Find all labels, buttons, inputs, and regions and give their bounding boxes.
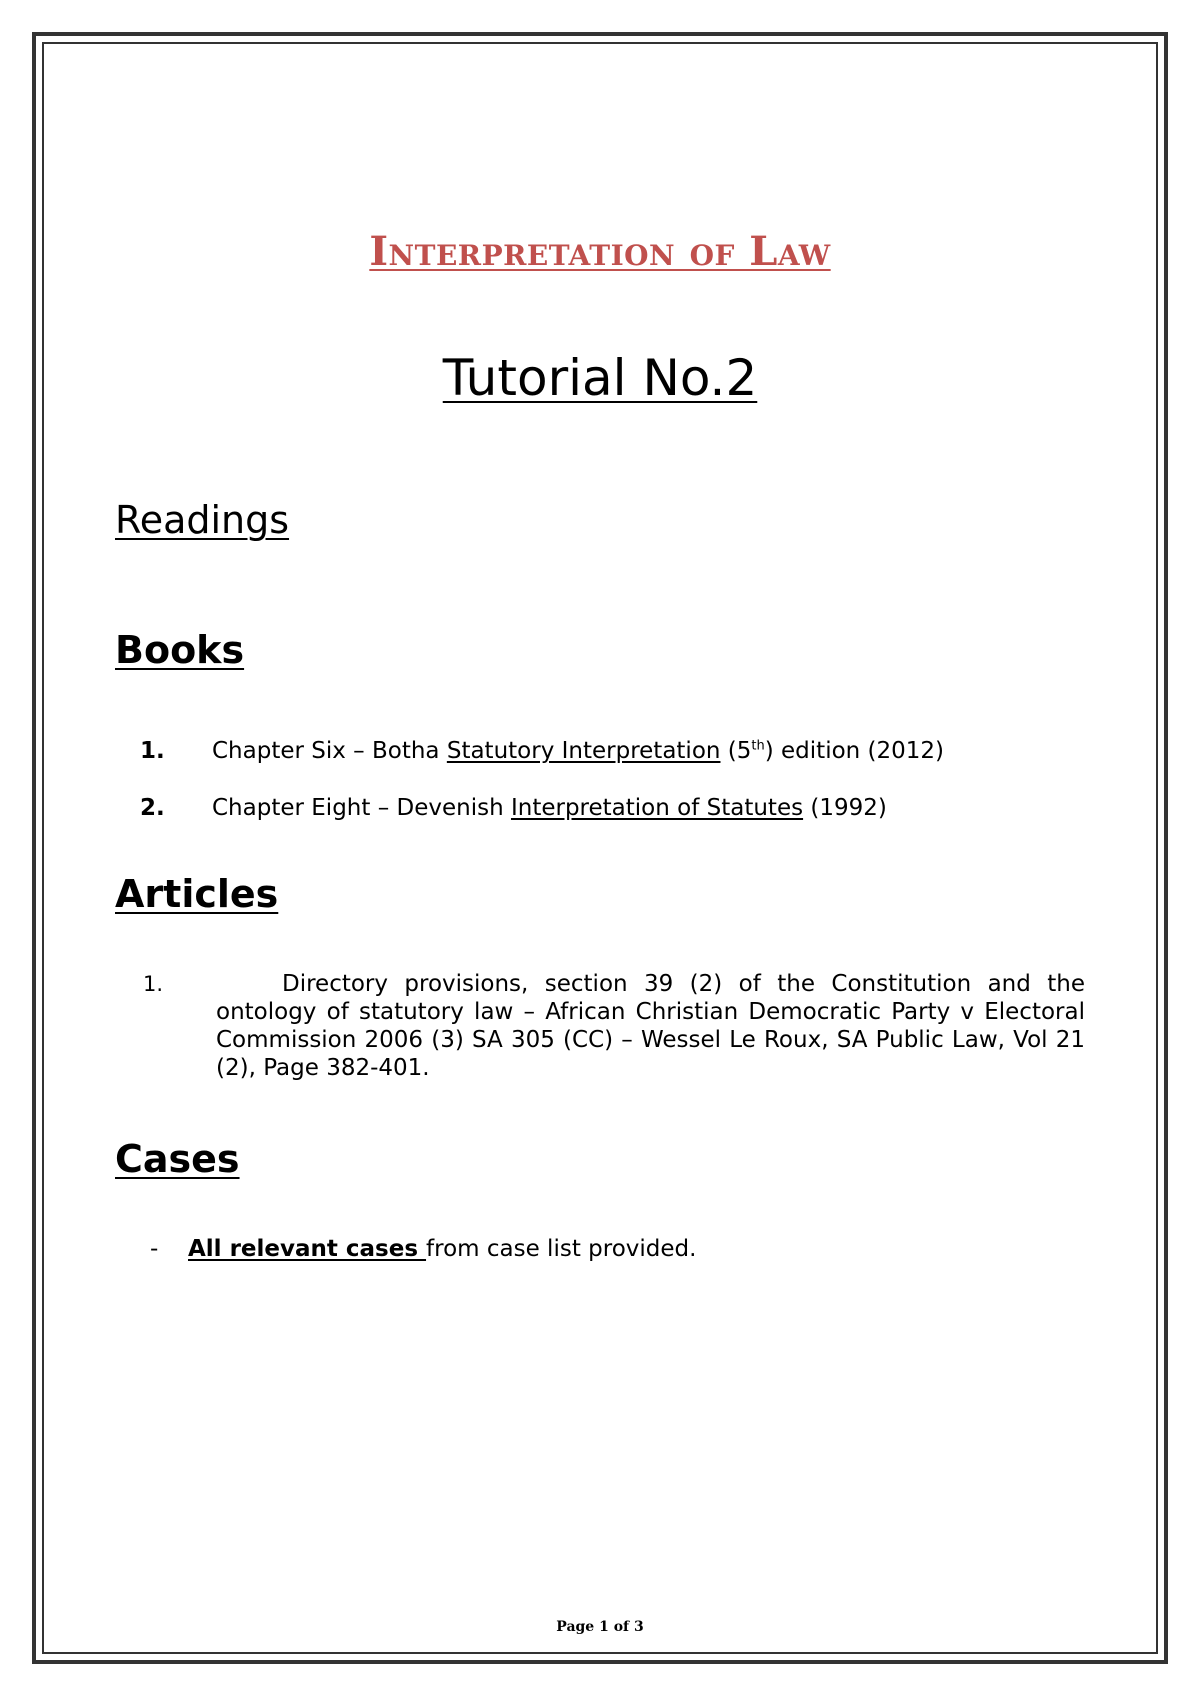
book-edition-superscript: th bbox=[751, 738, 765, 754]
article-item-number: 1. bbox=[143, 972, 164, 996]
document-subtitle bbox=[0, 348, 1200, 408]
case-item bbox=[150, 1234, 696, 1264]
document-title bbox=[0, 228, 1200, 275]
book-item-number: 1. bbox=[140, 738, 165, 764]
article-item bbox=[143, 970, 1085, 1082]
document-subtitle-text: Tutorial No.2 bbox=[442, 349, 758, 407]
book-item bbox=[140, 793, 887, 823]
article-item-text: Directory provisions, section 39 (2) of the Constitution and the ontology of statutory law – African Christian Democratic Party v Electoral Commission 2006 (3) SA 305 (CC) – Wessel Le Roux, SA Public Law, Vol 21 (2), Page 382-401. bbox=[216, 971, 1085, 1081]
books-heading: Books bbox=[115, 628, 245, 672]
book-edition-open: (5 bbox=[720, 738, 752, 764]
case-item-emphasis: All relevant cases bbox=[188, 1236, 427, 1262]
page-footer: Page 1 of 3 bbox=[556, 1619, 644, 1635]
book-title: Statutory Interpretation bbox=[446, 738, 721, 764]
book-item-prefix: Chapter Six – Botha bbox=[212, 738, 447, 764]
case-item-text: from case list provided. bbox=[426, 1236, 697, 1262]
articles-heading: Articles bbox=[115, 872, 279, 916]
book-title: Interpretation of Statutes bbox=[510, 795, 804, 821]
book-item bbox=[140, 736, 944, 766]
book-item-prefix: Chapter Eight – Devenish bbox=[212, 795, 511, 821]
case-item-bullet: - bbox=[150, 1236, 159, 1262]
cases-heading: Cases bbox=[115, 1137, 240, 1181]
readings-heading: Readings bbox=[115, 498, 290, 542]
book-item-number: 2. bbox=[140, 795, 165, 821]
book-item-suffix: (1992) bbox=[803, 795, 887, 821]
page-border-inner bbox=[42, 42, 1158, 1654]
book-item-suffix: ) edition (2012) bbox=[764, 738, 945, 764]
document-title-text: Interpretation of Law bbox=[369, 228, 831, 275]
